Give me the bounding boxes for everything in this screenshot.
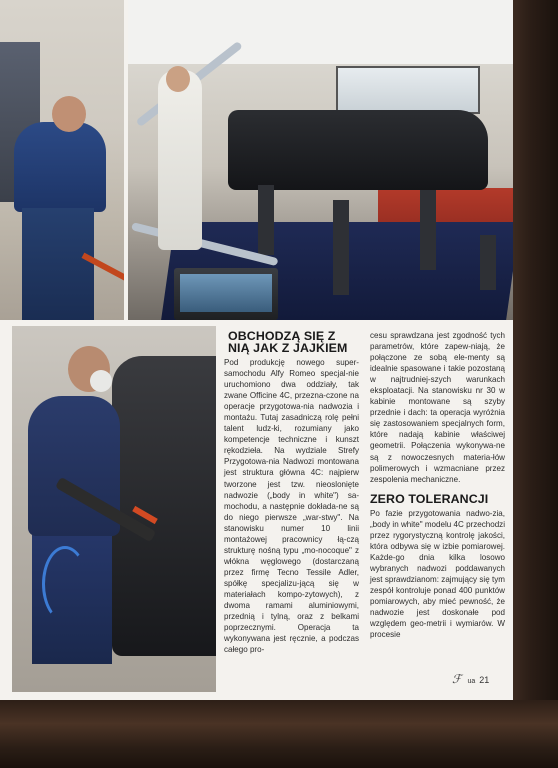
photo-worker-measuring (0, 0, 124, 320)
car-body (112, 356, 216, 656)
section-heading: ZERO TOLERANCJI (370, 491, 489, 506)
text-column-right (370, 330, 505, 640)
chassis-support (480, 235, 496, 290)
chassis-support (333, 200, 349, 295)
magazine-logo: ℱ (452, 672, 462, 686)
section-heading: OBCHODZĄ SIĘ Z NIĄ JAK Z JAJKIEM (228, 329, 348, 355)
laptop (174, 268, 278, 320)
scanner-edge-right (513, 0, 558, 700)
magazine-logo-text: ua (467, 678, 476, 685)
photo-worker-gluing (12, 326, 216, 692)
worker-head (52, 96, 86, 132)
body-paragraph: Pod produkcję nowego super-samochodu Alfy Romeo specjal-nie uruchomiono dwa oddziały, tak zwane Officine 4C, przezna-czone na operacje przygotowa-nia nadwozia i montażu. Tutaj zasadniczą rolę pełni talent ludz-ki, rozumiany jako kompetencje techniczne i kunszt rękodzieła. Na wydziale Strefy Przygotowa-nia Nadwozi montowana jest struktura główna 4C: najpierw tworzone jest tzw. nieoslonięte nadwozie („body in white") sa-mochodu, a następnie dokłada-ne są do niego pierwsze „war-stwy". Na stanowisku numer 10 linii montażowej pracownicy łą-czą strukturę nośną typu „mo-nocoque" z włókna węglowego (dostarczaną przez firmę Tecno Tessile Adler, spółkę specjalizu-jącą się w materiałach kompo-zytowych), z dwoma ramami aluminiowymi, przednią i tylną, oraz z belkami poprzecznymi. Operacja ta wykonywana jest ręcznie, a podczas całego pro- (224, 358, 359, 655)
air-hose (42, 546, 88, 622)
body-paragraph: cesu sprawdzana jest zgodność tych parametrów, które zapew-niają, że połączone ze sobą ele-menty są idealnie spasowane i takie pozostaną w najtrudniej-szych warunkach eksploatacji. Na stanowisku nr 30 w kabinie montowane są szyby przednie i dach: ta operacja wyróżnia się zastosowaniem specjalnych form, które nadają kabinie właściwej geometrii. Połączenia wykonywa-ne są z nowoczesnych materia-łów polimerowych i wzmacniane przez zespolenia mechaniczne. (370, 331, 505, 484)
car-chassis (228, 110, 488, 190)
worker-legs (22, 208, 94, 320)
chassis-support (420, 190, 436, 270)
worker-shirt (14, 122, 106, 212)
text-column-left (224, 330, 359, 655)
chassis-support (258, 185, 274, 255)
body-paragraph: Po fazie przygotowania nadwo-zia, „body in white" modelu 4C przechodzi przez rygorystyczną kontrolę jakości, która odbywa się w izbie pomiarowej. Każde-go dnia kilka losowo wybranych nadwozi poddawanych jest sprawdzianom: zajmujący się tym zespół kontroluje ponad 400 punktów pomiarowych, aby mieć pewność, że nadwozie jest doskonałe pod względem geo-metrii i wymiarów. W procesie (370, 508, 505, 640)
lab-window (336, 66, 480, 114)
respirator-mask (90, 370, 112, 392)
technician-lab-coat (158, 70, 202, 250)
scanner-edge-bottom (0, 700, 558, 768)
article-text (224, 330, 506, 690)
photo-chassis-inspection (128, 0, 513, 320)
page-folio (452, 672, 489, 686)
technician-head (166, 66, 190, 92)
page-number: 21 (479, 675, 490, 685)
laptop-screen (180, 274, 272, 312)
